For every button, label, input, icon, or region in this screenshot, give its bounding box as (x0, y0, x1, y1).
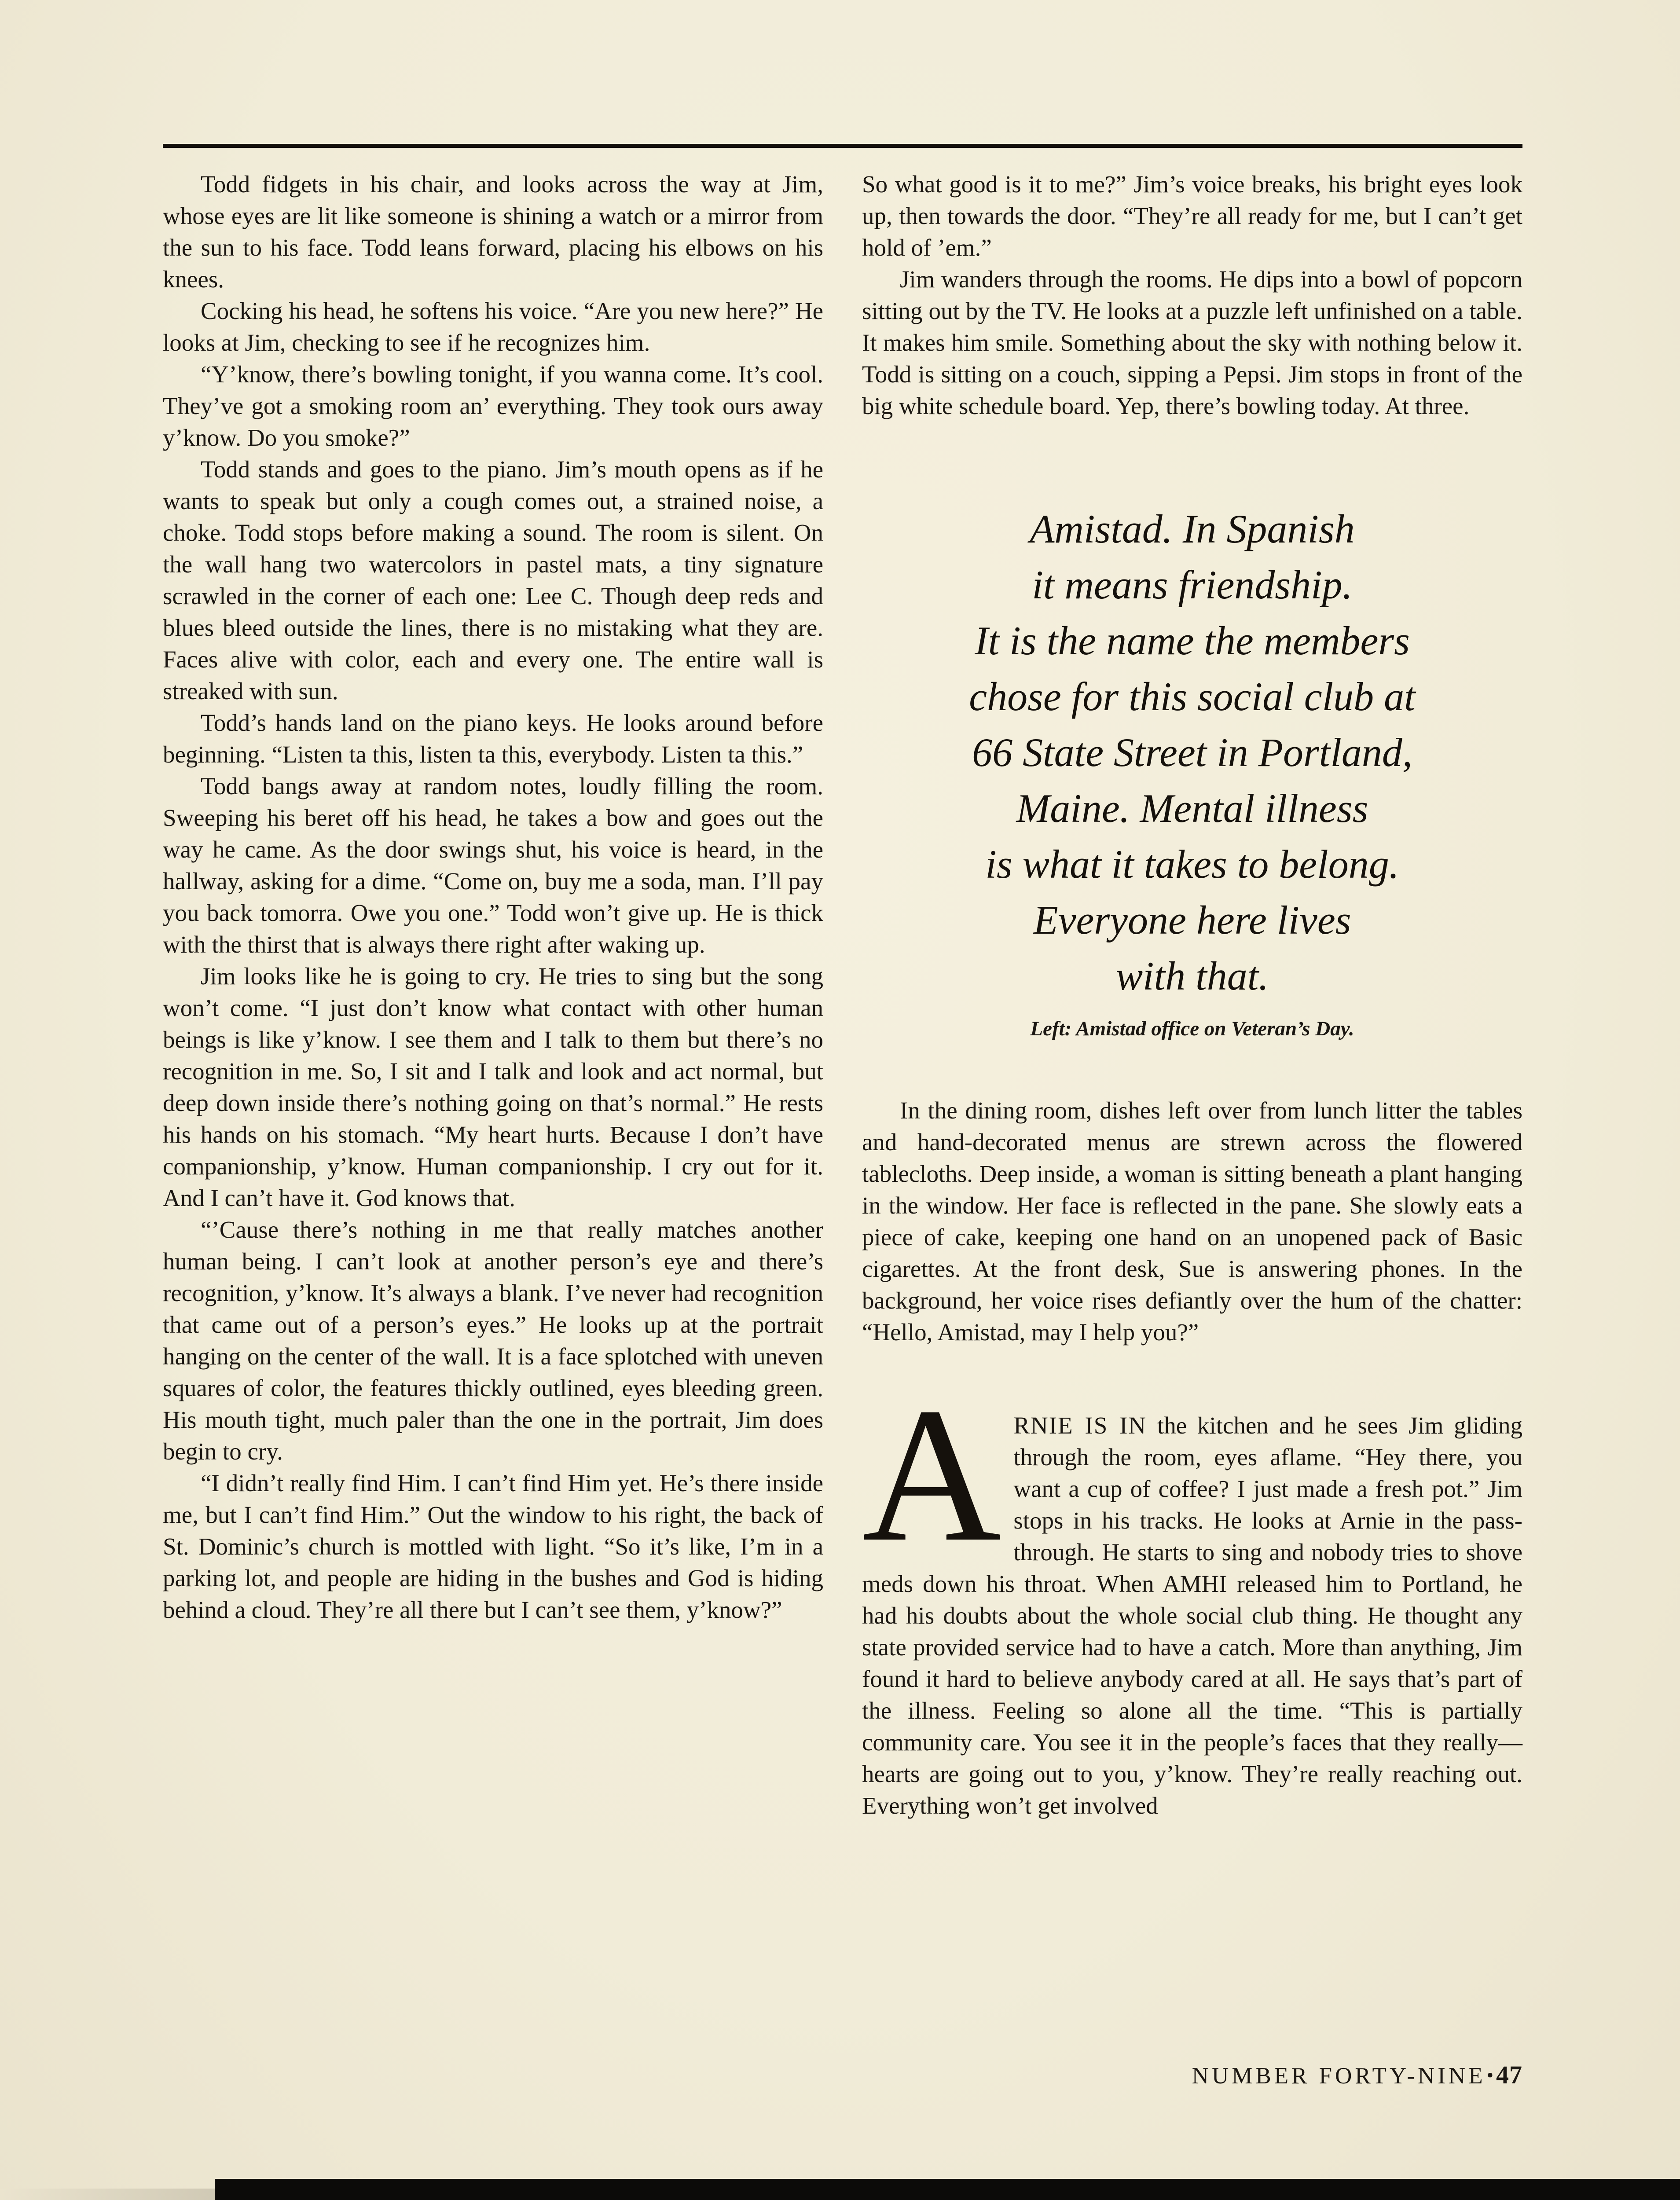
pull-quote-line: Amistad. In Spanish (1030, 506, 1355, 551)
paragraph: Todd bangs away at random notes, loudly filling the room. Sweeping his beret off his head, he takes a bow and goes out the way he came. As the door swings shut, his voice is heard, in the hallway, asking for a dime. “Come on, buy me a soda, man. I’ll pay you back tomorra. Owe you one.” Todd won’t give up. He is thick with the thirst that is always there right after waking up. (163, 773, 823, 958)
paragraph: Todd fidgets in his chair, and looks across the way at Jim, whose eyes are lit like someone is shining a watch or a mirror from the sun to his face. Todd leans forward, placing his elbows on his knees. (163, 171, 823, 293)
paragraph: “Y’know, there’s bowling tonight, if you wanna come. It’s cool. They’ve got a smoking room an’ everything. They took ours away y’know. Do you smoke?” (163, 361, 823, 451)
paragraph: Todd’s hands land on the piano keys. He looks around before beginning. “Listen ta this, listen ta this, everybody. Listen ta this.” (163, 709, 823, 768)
top-rule (163, 144, 1522, 148)
pull-quote-line: it means friendship. (1032, 562, 1353, 607)
paragraph: Jim looks like he is going to cry. He tries to sing but the song won’t come. “I just don’t know what contact with other human beings is like y’know. I see them and I talk to them but there’s no recognition in me. So, I sit and I talk and look and act normal, but deep down inside there’s nothing going on that’s normal.” He rests his hands on his stomach. “My heart hurts. Because I don’t have companionship, y’know. Human companionship. I cry out for it. And I can’t have it. God knows that. (163, 963, 823, 1211)
drop-cap: A (862, 1368, 1001, 1581)
pull-quote-line: Maine. Mental illness (1016, 786, 1368, 831)
photo-caption: Left: Amistad office on Veteran’s Day. (1030, 1017, 1354, 1040)
journal-issue-label: NUMBER FORTY-NINE (1192, 2063, 1486, 2089)
scan-edge-bar (215, 2179, 1680, 2200)
lead-in-caps: RNIE IS IN (1013, 1412, 1147, 1439)
text-columns (163, 169, 1522, 1822)
pull-quote-line: chose for this social club at (969, 674, 1416, 719)
page-footer (1192, 2060, 1522, 2090)
opening-paragraph-text: the kitchen and he sees Jim gliding through the room, eyes aflame. “Hey there, you want a cup of coffee? I just made a fresh pot.” Jim stops in his tracks. He looks at Arnie in the pass-through. He starts to sing and nobody tries to shove meds down his throat. When AMHI released him to Portland, he had his doubts about the whole social club thing. He thought any state provided service had to have a catch. More than anything, Jim found it hard to believe anybody cared at all. He says that’s part of the illness. Feeling so alone all the time. “This is partially community care. You see it in the people’s faces that they really—hearts are going out to you, y’know. They’re really reaching out. Everything won’t get involved (862, 1412, 1522, 1819)
pull-quote-line: 66 State Street in Portland, (972, 730, 1412, 775)
pull-quote-line: It is the name the members (975, 618, 1410, 663)
paragraph: Cocking his head, he softens his voice. “Are you new here?” He looks at Jim, checking to see if he recognizes him. (163, 297, 823, 356)
paragraph: In the dining room, dishes left over from lunch litter the tables and hand-decorated menus are strewn across the flowered tablecloths. Deep inside, a woman is sitting beneath a plant hanging in the window. Her face is reflected in the pane. She slowly eats a piece of cake, keeping one hand on an unopened pack of Basic cigarettes. At the front desk, Sue is answering phones. In the background, her voice rises defiantly over the hum of the chatter: “Hello, Amistad, may I help you?” (862, 1097, 1522, 1346)
opening-paragraph (862, 1368, 1522, 1822)
pull-quote-line: with that. (1115, 953, 1269, 998)
pull-quote (875, 501, 1509, 1042)
paragraph: “’Cause there’s nothing in me that really matches another human being. I can’t look at another person’s eye and there’s recognition, y’know. It’s always a blank. I’ve never had recognition that came out of a person’s eyes.” He looks up at the portrait hanging on the center of the wall. It is a face splotched with uneven squares of color, the features thickly outlined, eyes bleeding green. His mouth tight, much paler than the one in the portrait, Jim does begin to cry. (163, 1216, 823, 1465)
paragraph: Todd stands and goes to the piano. Jim’s mouth opens as if he wants to speak but only a cough comes out, a strained noise, a choke. Todd stops before making a sound. The room is silent. On the wall hang two watercolors in pastel mats, a tiny signature scrawled in the corner of each one: Lee C. Though deep reds and blues bleed outside the lines, there is no mistaking what they are. Faces alive with color, each and every one. The entire wall is streaked with sun. (163, 456, 823, 704)
page-number: 47 (1496, 2061, 1522, 2089)
left-column (163, 169, 823, 1822)
pull-quote-line: Everyone here lives (1033, 898, 1351, 942)
scan-edge-shadow (0, 2189, 215, 2200)
paragraph: “I didn’t really find Him. I can’t find Him yet. He’s there inside me, but I can’t find Him.” Out the window to his right, the back of St. Dominic’s church is mottled with light. “So it’s like, I’m in a parking lot, and people are hiding in the bushes and God is hiding behind a cloud. They’re all there but I can’t see them, y’know?” (163, 1470, 823, 1623)
paragraph: So what good is it to me?” Jim’s voice breaks, his bright eyes look up, then towards the door. “They’re all ready for me, but I can’t get hold of ’em.” (862, 171, 1522, 261)
paragraph: Jim wanders through the rooms. He dips into a bowl of popcorn sitting out by the TV. He looks at a puzzle left unfinished on a table. It makes him smile. Something about the sky with nothing below it. Todd is sitting on a couch, sipping a Pepsi. Jim stops in front of the big white schedule board. Yep, there’s bowling today. At three. (862, 266, 1522, 419)
footer-bullet: • (1486, 2064, 1493, 2086)
pull-quote-line: is what it takes to belong. (985, 842, 1399, 887)
right-column (862, 169, 1522, 1822)
